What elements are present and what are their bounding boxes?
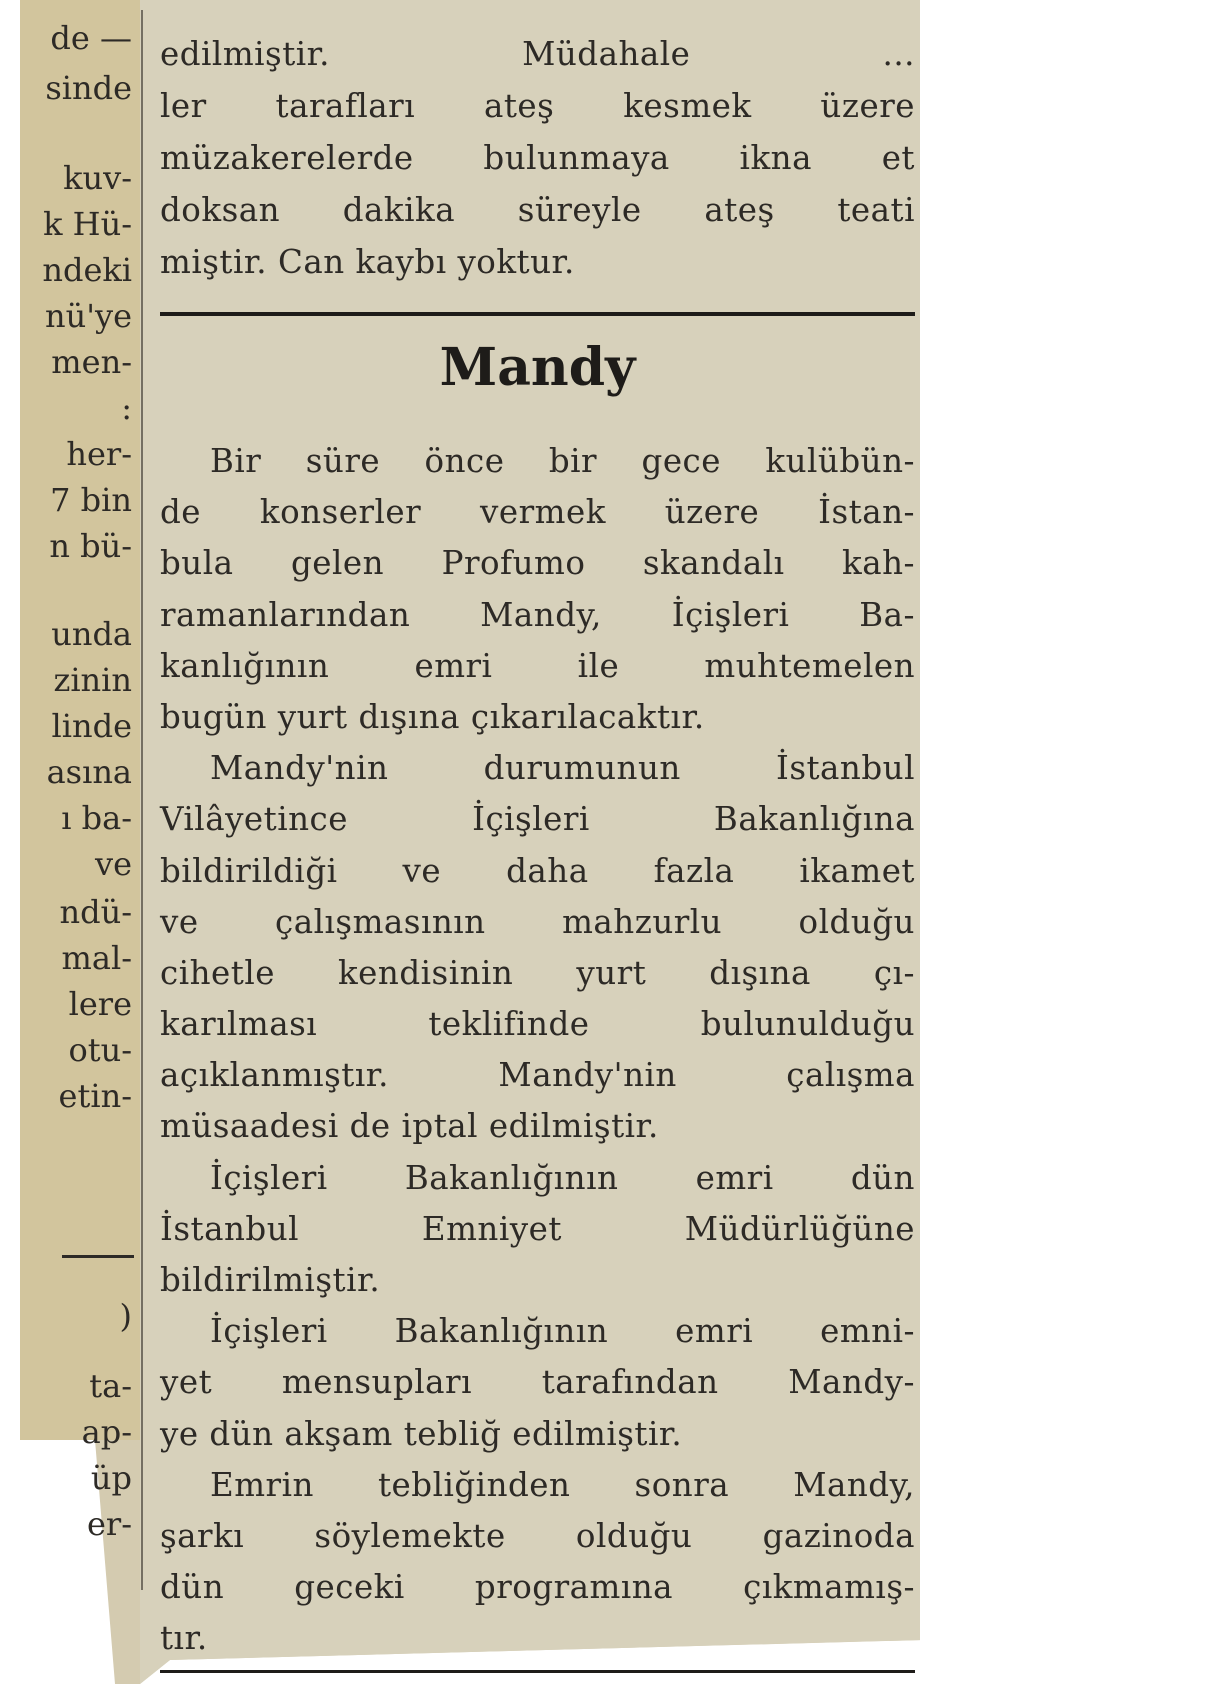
article-line: kanlığının emri ile muhtemelen — [160, 646, 915, 685]
column-rule — [141, 10, 143, 1590]
article-line: dün geceki programına çıkmamış- — [160, 1568, 915, 1607]
left-fragment: üp — [90, 1459, 132, 1497]
left-fragment: ) — [119, 1297, 132, 1335]
left-fragment: kuv- — [63, 159, 132, 197]
left-fragment: sinde — [45, 69, 132, 107]
article-line: müsaadesi de iptal edilmiştir. — [160, 1107, 659, 1146]
article-line: tır. — [160, 1619, 208, 1658]
left-fragment: otu- — [68, 1031, 132, 1069]
article-line: bula gelen Profumo skandalı kah- — [160, 544, 915, 583]
article-line: İstanbul Emniyet Müdürlüğüne — [160, 1209, 915, 1248]
article-line: Vilâyetince İçişleri Bakanlığına — [160, 800, 915, 839]
left-fragment: nü'ye — [44, 297, 132, 335]
article-line: de konserler vermek üzere İstan- — [160, 493, 915, 532]
left-fragment: de — — [50, 19, 132, 57]
article-line: bugün yurt dışına çıkarılacaktır. — [160, 697, 705, 736]
left-fragment: her- — [66, 435, 132, 473]
left-fragment: er- — [86, 1505, 132, 1543]
left-fragment: k Hü- — [43, 205, 132, 243]
left-fragment: asına — [46, 753, 132, 791]
left-fragment: zinin — [53, 661, 132, 699]
article-line: Bir süre önce bir gece kulübün- — [210, 442, 915, 480]
article-headline: Mandy — [439, 337, 636, 398]
article-line: açıklanmıştır. Mandy'nin çalışma — [160, 1056, 915, 1095]
left-column — [18, 10, 136, 1450]
article-line: ramanlarından Mandy, İçişleri Ba- — [160, 595, 915, 634]
intro-paragraph — [160, 28, 915, 288]
left-fragment: men- — [51, 343, 132, 381]
intro-line: miştir. Can kaybı yoktur. — [160, 243, 575, 281]
article-line: bildirilmiştir. — [160, 1261, 381, 1299]
article-line: İçişleri Bakanlığının emri dün — [210, 1158, 915, 1197]
article-line: Mandy'nin durumunun İstanbul — [210, 749, 915, 788]
article-line: şarkı söylemekte olduğu gazinoda — [160, 1516, 915, 1555]
left-column-rule — [62, 1255, 134, 1258]
article-line: ye dün akşam tebliğ edilmiştir. — [160, 1414, 683, 1453]
article-line: karılması teklifinde bulunulduğu — [160, 1005, 915, 1044]
section-rule-top — [160, 312, 915, 316]
intro-line: edilmiştir. Müdahale ... — [160, 35, 915, 73]
left-fragment: ndeki — [42, 251, 132, 289]
left-fragment: ta- — [89, 1367, 132, 1405]
left-fragment: etin- — [58, 1077, 132, 1115]
left-fragment: n bü- — [49, 527, 132, 565]
article-body — [160, 436, 915, 1665]
left-fragment: lere — [68, 985, 132, 1023]
left-fragment: mal- — [61, 939, 132, 977]
left-fragment: ve — [94, 845, 132, 883]
article-line: İçişleri Bakanlığının emri emni- — [210, 1312, 915, 1351]
intro-line: doksan dakika süreyle ateş teati — [160, 191, 915, 229]
section-rule-bottom — [160, 1670, 915, 1673]
intro-line: müzakerelerde bulunmaya ikna et — [160, 139, 915, 177]
intro-line: ler tarafları ateş kesmek üzere — [160, 87, 915, 125]
article-line: bildirildiği ve daha fazla ikamet — [160, 851, 915, 890]
article-line: ve çalışmasının mahzurlu olduğu — [160, 902, 915, 941]
left-fragment: ndü- — [59, 893, 132, 931]
left-fragment: unda — [51, 615, 132, 653]
left-fragment: linde — [51, 707, 132, 745]
left-fragment: ap- — [81, 1413, 132, 1451]
article-line: cihetle kendisinin yurt dışına çı- — [160, 953, 915, 992]
article-line: yet mensupları tarafından Mandy- — [160, 1363, 915, 1402]
left-fragment: : — [121, 389, 132, 427]
left-column-bottom — [18, 1410, 136, 1560]
article-line: Emrin tebliğinden sonra Mandy, — [210, 1465, 915, 1504]
left-fragment: 7 bin — [50, 481, 132, 519]
left-fragment: ı ba- — [61, 799, 132, 837]
